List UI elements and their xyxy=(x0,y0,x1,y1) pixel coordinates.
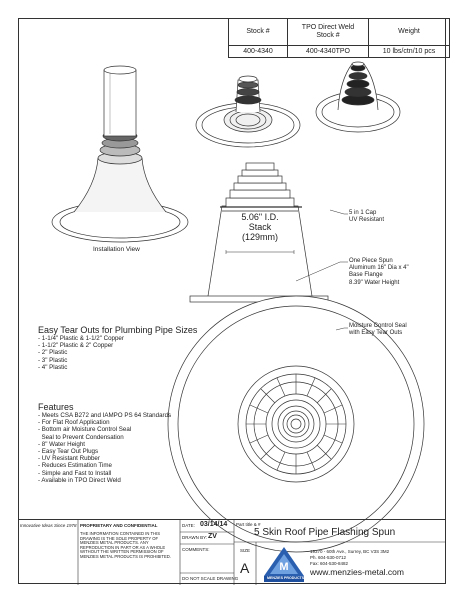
feature-item: - For Flat Roof Application xyxy=(38,419,110,427)
tpo-header-line2: Stock # xyxy=(316,32,340,39)
features-section xyxy=(38,402,171,484)
innovative-tagline: Innovative Ideas Since 1978 xyxy=(20,523,77,528)
tear-outs-heading: Easy Tear Outs for Plumbing Pipe Sizes xyxy=(38,325,198,335)
spun-line4: 8.39" Water Height xyxy=(349,279,400,286)
svg-text:M: M xyxy=(279,561,289,573)
cap-label: 5 in 1 Cap xyxy=(349,210,377,216)
weight-cell: 10 lbs/ctn/10 pcs xyxy=(369,46,450,58)
feature-item: - Easy Tear Out Plugs xyxy=(38,448,99,456)
spun-line1: One Piece Spun xyxy=(349,258,393,264)
company-website: www.menzies-metal.com xyxy=(310,567,404,577)
proprietary-notice: THE INFORMATION CONTAINED IN THIS DRAWING IS THE SOLE PROPERTY OF MENZIES METAL PRODUCTS. ANY REPRODUCTION IN PART OR AS A WHOLE WITHOUT THE WRITTEN PERMISSION OF MENZIES METAL PRODUCTS IS PROHIBITED. xyxy=(80,531,171,559)
feature-item: - 8" Water Height xyxy=(38,440,86,448)
uv-resistant-label: UV Resistant xyxy=(349,217,385,224)
tear-out-item: - 4" Plastic xyxy=(38,363,68,371)
tear-out-item: - 2" Plastic xyxy=(38,349,68,357)
spun-line3: Base Flange xyxy=(349,272,383,279)
comments-label: COMMENTS: xyxy=(182,547,210,552)
company-fax: Fax: 604-530-8482 xyxy=(310,561,349,566)
stack-line2: Stack xyxy=(248,222,272,232)
title-block xyxy=(18,519,446,584)
feature-item: - Available in TPO Direct Weld xyxy=(38,476,121,484)
logo-text: MENZIES PRODUCTS xyxy=(267,576,305,580)
feature-item: - Bottom air Moisture Control Seal xyxy=(38,426,132,434)
weight-header: Weight xyxy=(369,19,450,46)
proprietary-label: PROPRIETARY AND CONFIDENTIAL xyxy=(80,523,158,528)
tpo-number-cell: 400-4340TPO xyxy=(288,46,369,58)
feature-item: - Simple and Fast to Install xyxy=(38,469,112,477)
drawn-by-value: ZV xyxy=(208,533,217,540)
stack-line1: 5.06" I.D. xyxy=(241,212,279,222)
seal-line2: with Easy Tear Outs xyxy=(349,330,403,337)
stack-dimension-label xyxy=(228,212,292,242)
size-label: SIZE xyxy=(240,548,251,553)
tear-out-item: - 1-1/2" Plastic & 2" Copper xyxy=(38,342,114,350)
feature-item: Seal to Prevent Condensation xyxy=(38,433,124,441)
part-title: 5 Skin Roof Pipe Flashing Spun xyxy=(254,527,396,538)
tear-out-item: - 1-1/4" Plastic & 1-1/2" Copper xyxy=(38,335,124,342)
drawn-by-label: DRAWN BY: xyxy=(182,535,208,540)
stack-line3: (129mm) xyxy=(241,232,278,242)
installation-view-drawing xyxy=(52,66,188,242)
do-not-scale-label: DO NOT SCALE DRAWING xyxy=(182,576,239,581)
company-phone: Ph. 604-530-0712 xyxy=(310,555,347,560)
stock-number-cell: 400-4340 xyxy=(229,46,288,58)
feature-item: - UV Resistant Rubber xyxy=(38,455,100,463)
spun-callout xyxy=(349,258,409,287)
top-view-center-drawing xyxy=(196,76,300,147)
features-heading: Features xyxy=(38,402,74,412)
date-label: DATE: xyxy=(182,523,195,528)
company-address: 19370 - 60th Ave., Surrey, BC V3S 3M2 xyxy=(310,549,390,554)
seal-line1: Moisture Control Seal xyxy=(349,323,407,329)
spun-line2: Aluminum 16" Dia x 4" xyxy=(349,265,409,272)
feature-item: - Reduces Estimation Time xyxy=(38,462,112,470)
date-value: 03/14/14 xyxy=(200,521,228,528)
stock-header: Stock # xyxy=(229,19,288,46)
installation-view-label: Installation View xyxy=(93,246,140,253)
feature-item: - Meets CSA B272 and IAMPO PS 64 Standards xyxy=(38,412,172,419)
right-view-drawing xyxy=(316,62,400,132)
part-title-label: Part title & # xyxy=(236,522,261,527)
tear-outs-section xyxy=(38,325,197,371)
cap-callout xyxy=(349,210,384,224)
size-value: A xyxy=(240,560,250,576)
seal-callout xyxy=(349,323,407,337)
tear-out-item: - 3" Plastic xyxy=(38,356,68,364)
tpo-header-line1: TPO Direct Weld xyxy=(301,23,355,31)
